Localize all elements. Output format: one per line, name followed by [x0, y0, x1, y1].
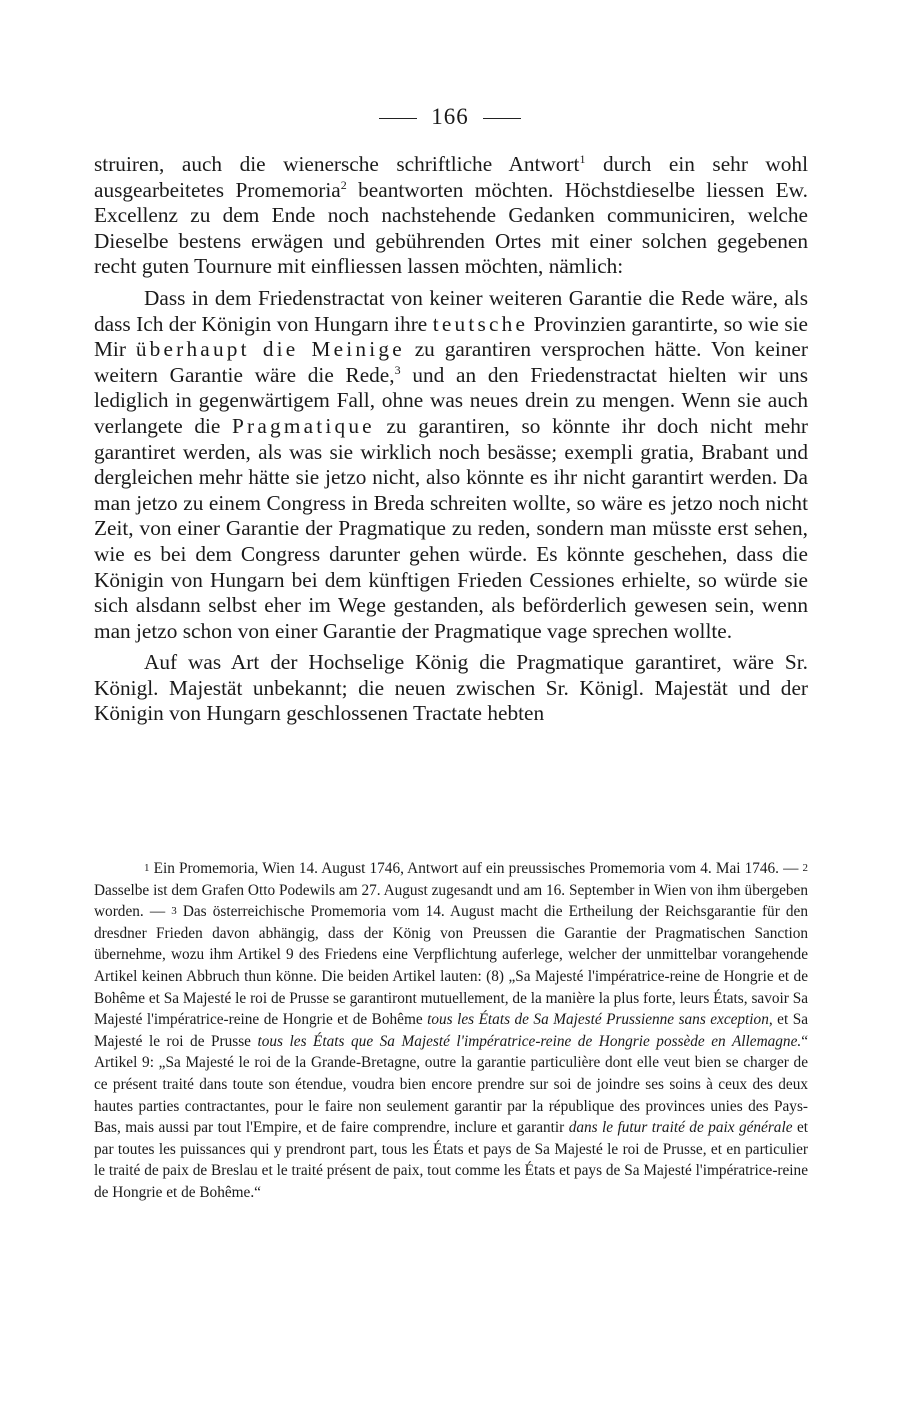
footnote-3: et par toutes les puissances qui y prendront part, tous les États et pays de Sa Majesté le roi de Prusse, et en particulier le traité de paix de Breslau et le traité présent de paix, tout comme les États et pays de Sa Majesté l'impératrice-reine de Hongrie et de Bohême.“ [94, 1119, 808, 1201]
text-run: Dass in dem Friedenstractat von keiner weiteren Garantie die Rede wäre, als dass Ich der Königin von Hungarn ihre [94, 285, 808, 336]
spaced-emphasis: Pragmatique [231, 413, 375, 438]
main-text [94, 152, 808, 727]
paragraph-1 [94, 152, 808, 280]
text-run: durch ein sehr wohl ausgearbeitetes Promemoria [94, 152, 808, 202]
footnote-2: Dasselbe ist dem Grafen Otto Podewils am 27. August zugesandt und am 16. September in Wien von ihm übergeben worden. — [94, 881, 808, 921]
footnote-mark-1: 1 [144, 862, 150, 874]
paragraph-2 [94, 286, 808, 644]
footnote-ref-3: 3 [394, 362, 401, 377]
text-run: zu garantiren, so könnte ihr doch nicht mehr garantiret werden, als was sie wirklich noch besässe; exempli gratia, Brabant und dergleichen mehr hätte sie jetzo nicht, also könnte es ihr nicht garantirt werden. Da man jetzo zu einem Congress in Breda schreiten wollte, so wäre es jetzo noch nicht Zeit, von einer Garantie der Pragmatique zu reden, sondern man müsste erst sehen, wie es bei dem Congress darunter gehen würde. Es könnte geschehen, dass die Königin von Hungarn bei dem künftigen Frieden Cessiones erhielte, so würde sie sich alsdann selbst eher im Wege gestanden, als beförderlich gewesen sein, wenn man jetzo schon von einer Garantie der Pragmatique vage sprechen wollte. [94, 413, 808, 643]
left-dash [379, 118, 417, 119]
footnote-3: “ Artikel 9: „Sa Majesté le roi de la Grande-Bretagne, outre la garantie particulière dont elle veut bien se charger de ce présent traité dans toute son étendue, voudra bien encore prendre sur soi de joindre ses soins à ceux des deux hautes parties contractantes, pour le faire non seulement garantir par la république des provinces unies des Pays-Bas, mais aussi par tout l'Empire, et de faire comprendre, inclure et garantir [94, 1032, 808, 1137]
spaced-emphasis: teutsche [432, 311, 529, 336]
right-dash [483, 118, 521, 119]
footnote-ref-2: 2 [340, 177, 347, 192]
text-run: und an den Friedenstractat hielten wir uns lediglich in gegenwärtigem Fall, ohne was neues drein zu mengen. Wenn sie auch verlangete die [94, 362, 808, 438]
footnote-3: et Sa Majesté le roi de Prusse [94, 1011, 808, 1050]
page-number-header [0, 104, 900, 130]
italic-quote: tous les États de Sa Majesté Prussienne sans exception, [427, 1011, 773, 1029]
footnote-mark-3: 3 [171, 905, 177, 918]
text-run: Provinzien garantirte, so wie sie Mir [94, 311, 808, 362]
text-run: zu garantiren versprochen hätte. Von keiner weitern Garantie wäre die Rede, [94, 337, 808, 387]
text-run: struiren, auch die wienersche schriftliche Antwort [94, 152, 580, 176]
text-run: beantworten möchten. Höchstdieselbe liessen Ew. Excellenz zu dem Ende noch nachstehende Gedanken communiciren, welche Dieselbe bestens erwägen und gebührenden Ortes mit einer solchen gegebenen recht guten Tournure mit einfliessen lassen möchten, nämlich: [94, 177, 808, 279]
footnote-1: Ein Promemoria, Wien 14. August 1746, Antwort auf ein preussisches Promemoria vom 4. Mai 1746. — [149, 860, 803, 877]
italic-quote: dans le futur traité de paix générale [568, 1119, 793, 1137]
footnote-3: Das österreichische Promemoria vom 14. August macht die Ertheilung der Reichsgarantie für den dresdner Frieden davon abhängig, dass der König von Preussen die Garantie der Pragmatischen Sanction übernehme, wozu ihm Artikel 9 des Friedens eine Verpflichtung auferlege, welcher der unmittelbar vorangehende Artikel keinen Abbruch thun könne. Die beiden Artikel lauten: (8) „Sa Majesté l'impératrice-reine de Hongrie et de Bohême et Sa Majesté le roi de Prusse se garantiront mutuellement, de la manière la plus forte, leurs États, savoir Sa Majesté l'impératrice-reine de Hongrie et de Bohême [94, 903, 808, 1029]
footnote-ref-1: 1 [579, 152, 586, 166]
footnote-mark-2: 2 [802, 862, 808, 874]
paragraph-3 [94, 650, 808, 727]
italic-quote: tous les États que Sa Majesté l'impératrice-reine de Hongrie possède en Allemagne. [257, 1032, 802, 1050]
page-number: 166 [431, 104, 469, 129]
spaced-emphasis: überhaupt die Meinige [135, 337, 405, 362]
footnotes [94, 858, 808, 1204]
text-run: Auf was Art der Hochselige König die Pragmatique garantiret, wäre Sr. Königl. Majestät unbekannt; die neuen zwischen Sr. Königl. Majestät und der Königin von Hungarn geschlossenen Tractate hebten [94, 650, 808, 726]
footnote-block [94, 858, 808, 1204]
